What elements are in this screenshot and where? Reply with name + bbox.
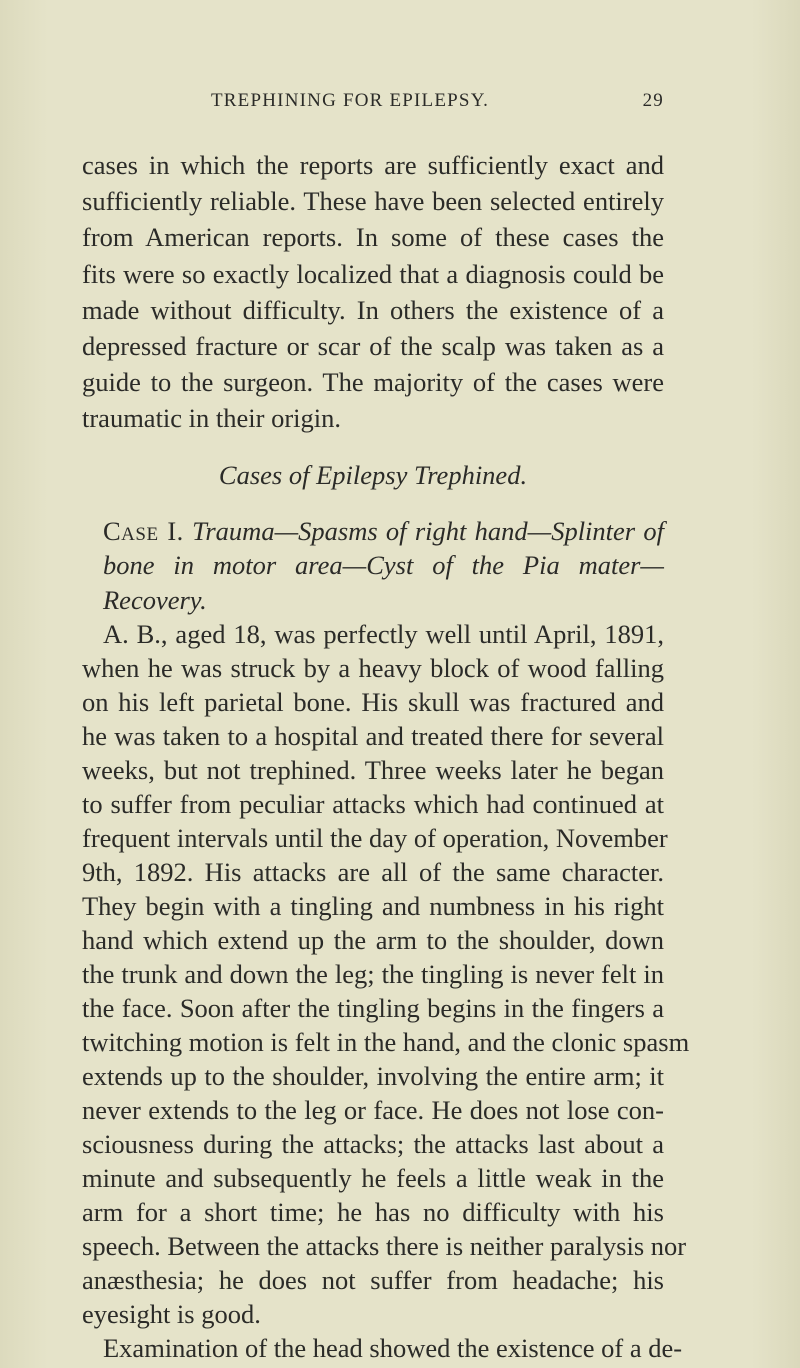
text-line: eyesight is good. xyxy=(82,1299,261,1330)
text-line: cases in which the reports are sufficiently exact and xyxy=(82,150,664,180)
case-label: Case I. xyxy=(103,515,184,546)
text-line: never extends to the leg or face. He does not lose con- xyxy=(82,1095,664,1126)
text-line: traumatic in their origin. xyxy=(82,403,342,434)
section-heading: Cases of Epilepsy Trephined. xyxy=(218,459,528,490)
text-line: from American reports. In some of these cases the xyxy=(82,222,664,253)
text-line: arm for a short time; he has no difficulty with his xyxy=(82,1197,664,1228)
case-heading-line: Recovery. xyxy=(103,584,207,615)
text-line: the face. Soon after the tingling begins in the fingers a xyxy=(82,993,664,1024)
case-heading-line xyxy=(103,514,664,548)
text-line: weeks, but not trephined. Three weeks later he began xyxy=(82,755,664,786)
text-line: made without difficulty. In others the existence of a xyxy=(82,294,664,325)
text-line: anæsthesia; he does not suffer from headache; his xyxy=(82,1265,664,1296)
text-line: extends up to the shoulder, involving the entire arm; it xyxy=(82,1061,664,1092)
text-line: twitching motion is felt in the hand, and the clonic spasm xyxy=(82,1027,690,1058)
text-line: he was taken to a hospital and treated there for several xyxy=(82,721,664,752)
text-line: sciousness during the attacks; the attacks last about a xyxy=(82,1129,664,1160)
text-line: guide to the surgeon. The majority of the cases were xyxy=(82,367,664,398)
running-head-title: TREPHINING FOR EPILEPSY. xyxy=(211,90,490,111)
case-title-part: Trauma—Spasms of right hand—Splinter of xyxy=(192,515,664,546)
case-heading-line: bone in motor area—Cyst of the Pia mater— xyxy=(103,550,664,581)
text-line: when he was struck by a heavy block of wood falling xyxy=(82,653,664,684)
text-line: to suffer from peculiar attacks which had continued at xyxy=(82,789,664,820)
text-line: They begin with a tingling and numbness in his right xyxy=(82,891,664,922)
running-head xyxy=(211,90,664,118)
text-line: speech. Between the attacks there is neither paralysis nor xyxy=(82,1231,687,1262)
text-line: Examination of the head showed the existence of a de- xyxy=(103,1333,683,1364)
text-line: the trunk and down the leg; the tingling is never felt in xyxy=(82,959,664,990)
text-line: on his left parietal bone. His skull was fractured and xyxy=(82,687,664,718)
text-line: depressed fracture or scar of the scalp was taken as a xyxy=(82,331,664,361)
text-line: A. B., aged 18, was perfectly well until April, 1891, xyxy=(103,619,664,650)
text-line: minute and subsequently he feels a little weak in the xyxy=(82,1163,664,1194)
text-line: fits were so exactly localized that a diagnosis could be xyxy=(82,258,664,289)
text-line: 9th, 1892. His attacks are all of the same character. xyxy=(82,857,664,888)
text-line: sufficiently reliable. These have been selected entirely xyxy=(82,186,664,217)
text-line: hand which extend up the arm to the shoulder, down xyxy=(82,925,664,956)
page-number: 29 xyxy=(642,90,664,111)
text-line: frequent intervals until the day of operation, November xyxy=(82,823,668,854)
